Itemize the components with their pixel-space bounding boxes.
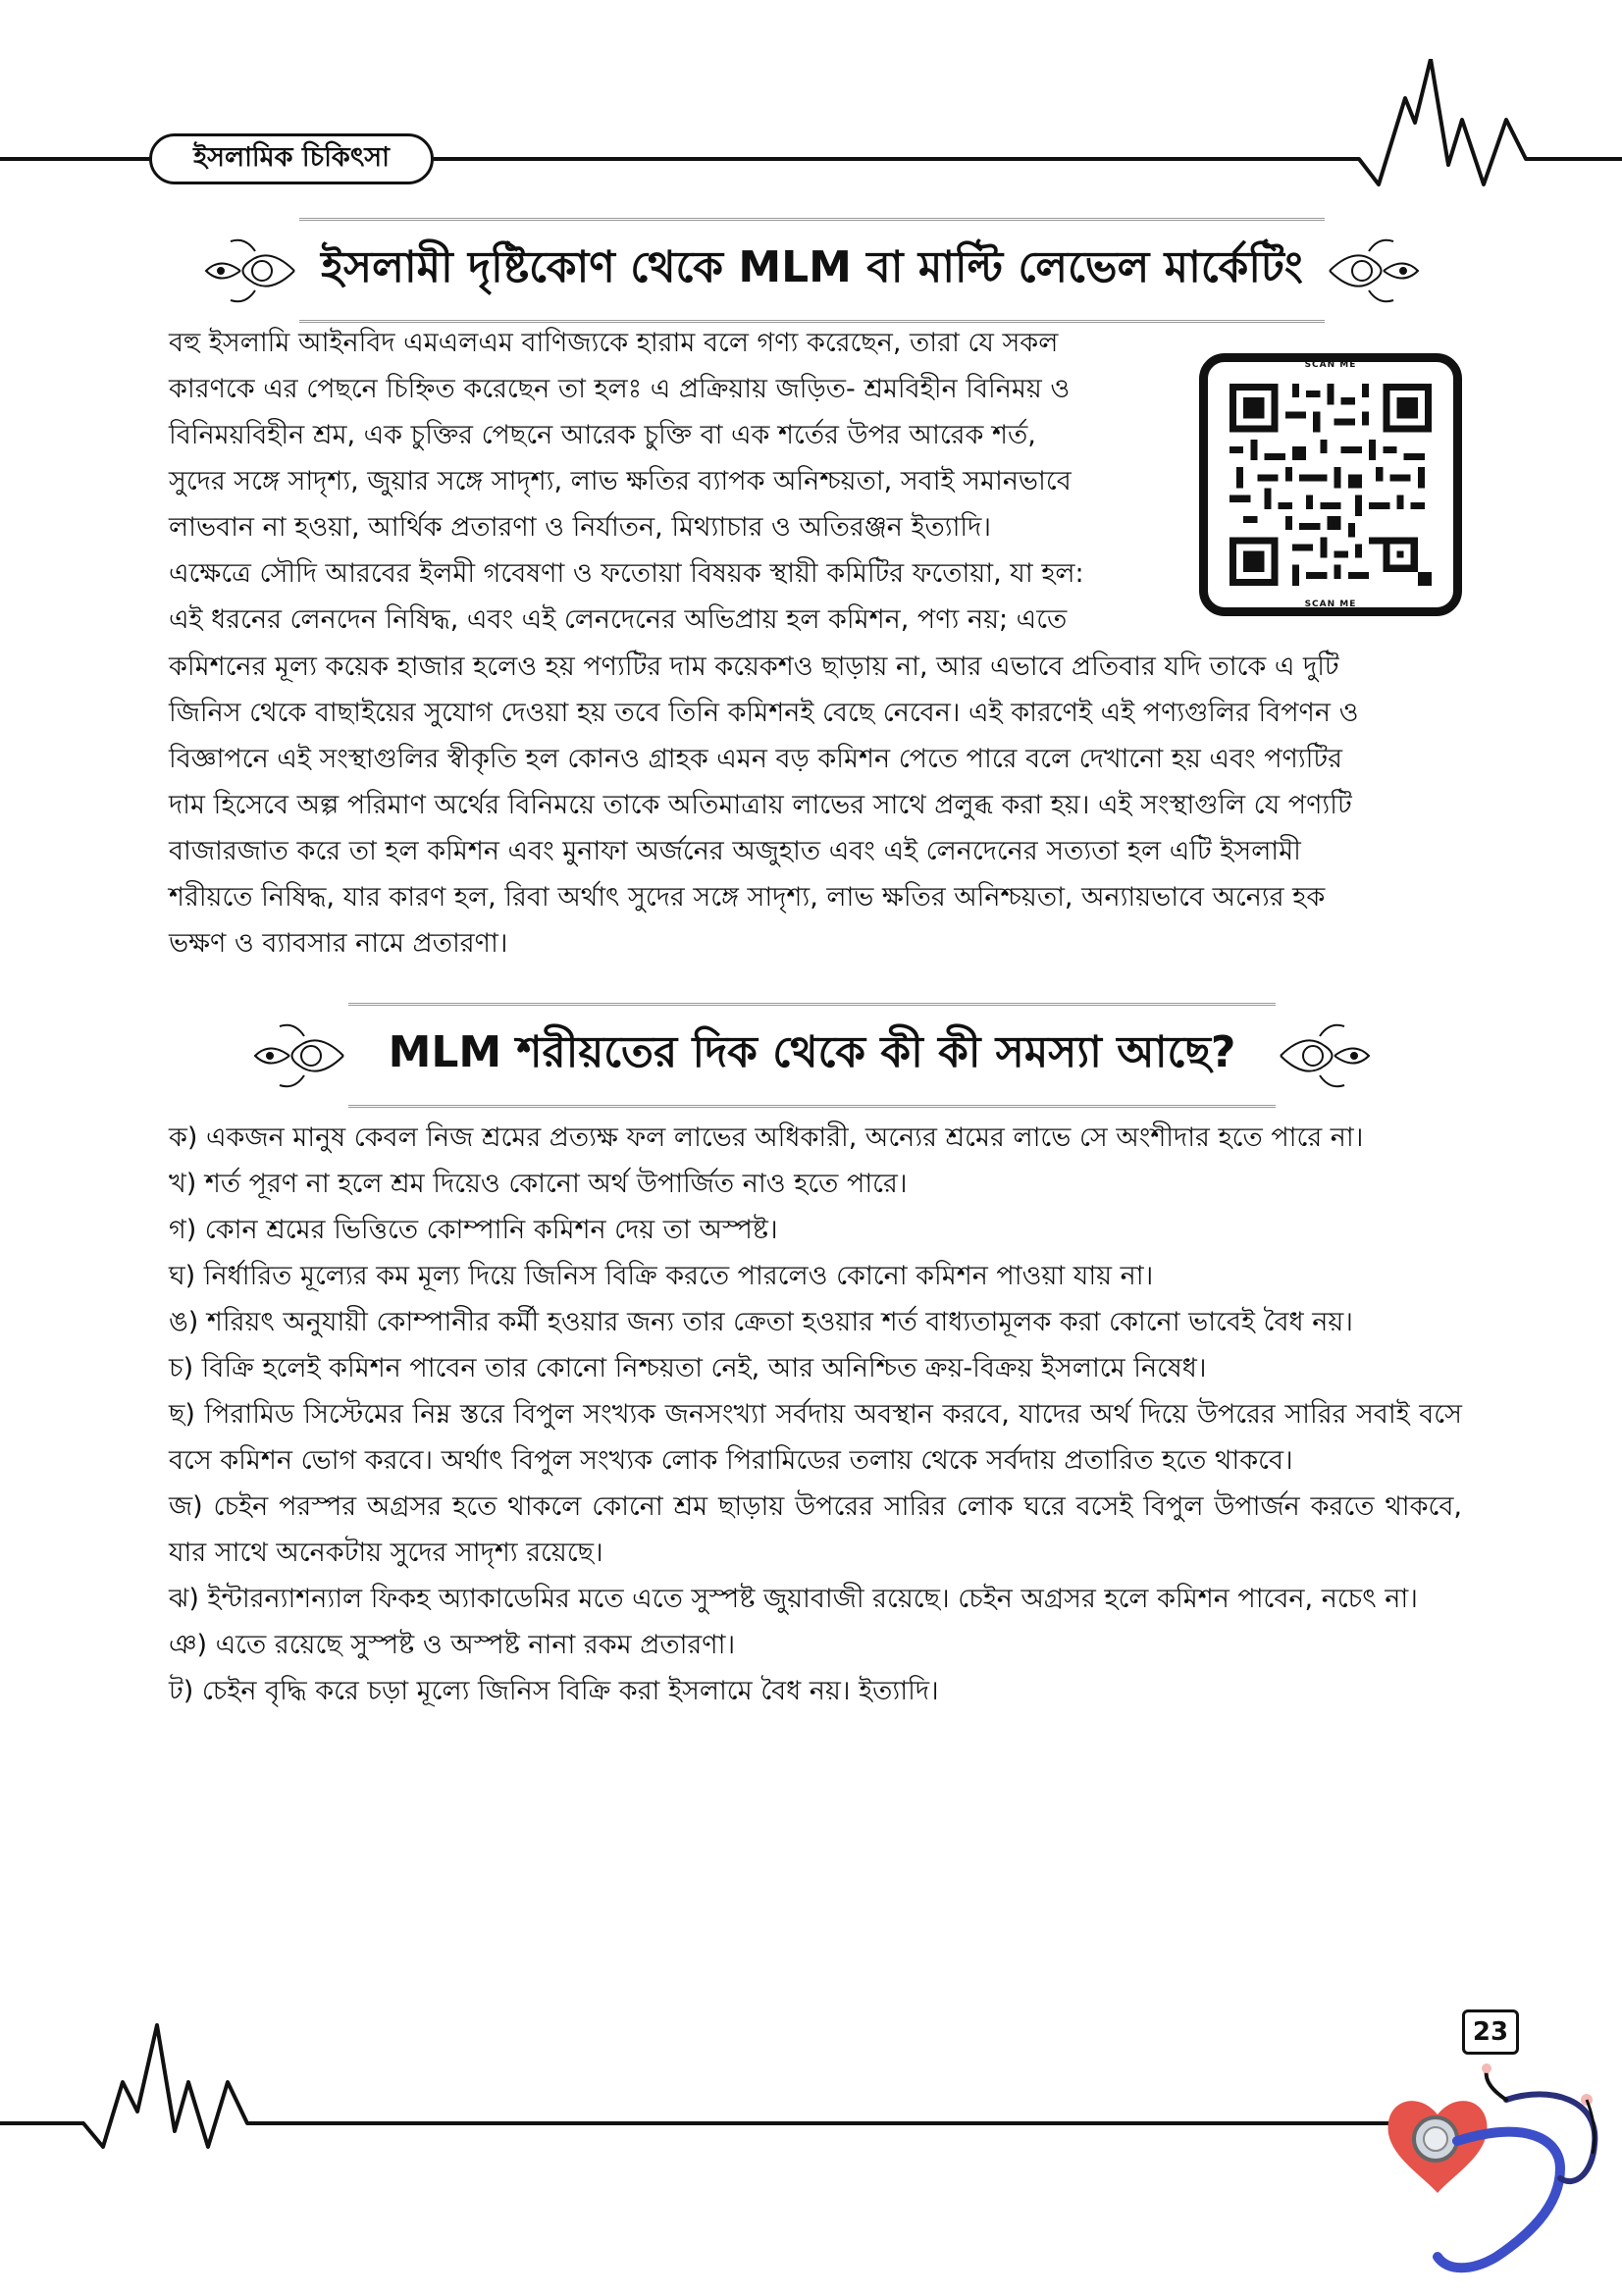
intro-line: লাভবান না হওয়া, আর্থিক প্রতারণা ও নির্যাতন, মিথ্যাচার ও অতিরঞ্জন ইত্যাদি।	[169, 512, 991, 543]
list-item: ঞ) এতে রয়েছে সুস্পষ্ট ও অস্পষ্ট নানা রকম প্রতারণা।	[169, 1630, 736, 1660]
list-item: গ) কোন শ্রমের ভিত্তিতে কোম্পানি কমিশন দেয় তা অস্পষ্ট।	[169, 1215, 778, 1245]
body-line: বাজারজাত করে তা হল কমিশন এবং মুনাফা অর্জনের অজুহাত এবং এই লেনদেনের সত্যতা হল এটি ইসলামী	[169, 836, 1301, 866]
list-item: জ) চেইন পরস্পর অগ্রসর হতে থাকলে কোনো শ্রম ছাড়ায় উপরের সারির লোক ঘরে বসেই বিপুল উপার্জন করতে থাকবে, যার সাথে অনেকটায় সুদের সাদৃশ্য রয়েছে।	[169, 1491, 1462, 1568]
list-item: ছ) পিরামিড সিস্টেমের নিম্ন স্তরে বিপুল সংখ্যক জনসংখ্যা সর্বদায় অবস্থান করবে, যাদের অর্থ দিয়ে উপরের সারির সবাই বসে বসে কমিশন ভোগ করবে। অর্থাৎ বিপুল সংখ্যক লোক পিরামিডের তলায় থেকে সর্বদায় প্রতারিত হতে থাকবে।	[169, 1399, 1462, 1476]
qr-pattern-icon	[1230, 384, 1432, 586]
body-paragraph	[169, 644, 1462, 966]
ornament-right-icon	[1325, 227, 1423, 315]
problem-list	[169, 1115, 1462, 1714]
intro-line: সুদের সঙ্গে সাদৃশ্য, জুয়ার সঙ্গে সাদৃশ্য, লাভ ক্ষতির ব্যাপক অনিশ্চয়তা, সবাই সমানভাবে	[169, 466, 1072, 496]
body-line: বিজ্ঞাপনে এই সংস্থাগুলির স্বীকৃতি হল কোনও গ্রাহক এমন বড় কমিশন পেতে পারে বলে দেখানো হয় এবং পণ্যটির	[169, 744, 1342, 774]
ornament-right-icon	[1276, 1012, 1374, 1100]
stethoscope-heart-icon	[1379, 2061, 1622, 2296]
heartbeat-line-bottom	[0, 2021, 1472, 2159]
ornament-left-icon	[201, 227, 299, 315]
list-item: ঘ) নির্ধারিত মূল্যের কম মূল্য দিয়ে জিনিস বিক্রি করতে পারলেও কোনো কমিশন পাওয়া যায় না।	[169, 1261, 1154, 1291]
list-item: চ) বিক্রি হলেই কমিশন পাবেন তার কোনো নিশ্চয়তা নেই, আর অনিশ্চিত ক্রয়-বিক্রয় ইসলামে নিষেধ।	[169, 1353, 1207, 1383]
list-item: ঙ) শরিয়ৎ অনুযায়ী কোম্পানীর কর্মী হওয়ার জন্য তার ক্রেতা হওয়ার শর্ত বাধ্যতামূলক করা কোনো ভাবেই বৈধ নয়।	[169, 1307, 1353, 1337]
section-title-2-container	[250, 1003, 1374, 1108]
page-number: 23	[1462, 2009, 1519, 2055]
body-line: শরীয়তে নিষিদ্ধ, যার কারণ হল, রিবা অর্থাৎ সুদের সঙ্গে সাদৃশ্য, লাভ ক্ষতির অনিশ্চয়তা, অন্যায়ভাবে অন্যের হক	[169, 882, 1326, 913]
qr-label-top: SCAN ME	[1304, 360, 1357, 370]
header-tag: ইসলামিক চিকিৎসা	[149, 133, 434, 184]
intro-line: এক্ষেত্রে সৌদি আরবের ইলমী গবেষণা ও ফতোয়া বিষয়ক স্থায়ী কমিটির ফতোয়া, যা হল:	[169, 558, 1084, 589]
section-title-1-container	[201, 218, 1423, 323]
list-item: খ) শর্ত পূরণ না হলে শ্রম দিয়েও কোনো অর্থ উপার্জিত নাও হতে পারে।	[169, 1169, 908, 1199]
intro-line: বিনিময়বিহীন শ্রম, এক চুক্তির পেছনে আরেক চুক্তি বা এক শর্তের উপর আরেক শর্ত,	[169, 420, 1036, 450]
body-line: কমিশনের মূল্য কয়েক হাজার হলেও হয় পণ্যটির দাম কয়েকশও ছাড়ায় না, আর এভাবে প্রতিবার যদি তাকে এ দুটি	[169, 652, 1339, 682]
section-title-2: MLM শরীয়তের দিক থেকে কী কী সমস্যা আছে?	[348, 1003, 1276, 1108]
list-item: ক) একজন মানুষ কেবল নিজ শ্রমের প্রত্যক্ষ ফল লাভের অধিকারী, অন্যের শ্রমের লাভে সে অংশীদার হতে পারে না।	[169, 1122, 1364, 1153]
intro-line: এই ধরনের লেনদেন নিষিদ্ধ, এবং এই লেনদেনের অভিপ্রায় হল কমিশন, পণ্য নয়; এতে	[169, 604, 1068, 635]
intro-line: কারণকে এর পেছনে চিহ্নিত করেছেন তা হলঃ এ প্রক্রিয়ায় জড়িত- শ্রমবিহীন বিনিময় ও	[169, 374, 1071, 404]
ornament-left-icon	[250, 1012, 348, 1100]
body-line: দাম হিসেবে অল্প পরিমাণ অর্থের বিনিময়ে তাকে অতিমাত্রায় লাভের সাথে প্রলুব্ধ করা হয়। এই সংস্থাগুলি যে পণ্যটি	[169, 790, 1352, 820]
list-item: ঝ) ইন্টারন্যাশন্যাল ফিকহ অ্যাকাডেমির মতে এতে সুস্পষ্ট জুয়াবাজী রয়েছে। চেইন অগ্রসর হলে কমিশন পাবেন, নচেৎ না।	[169, 1584, 1418, 1614]
list-item: ট) চেইন বৃদ্ধি করে চড়া মূল্যে জিনিস বিক্রি করা ইসলামে বৈধ নয়। ইত্যাদি।	[169, 1676, 939, 1706]
body-line: জিনিস থেকে বাছাইয়ের সুযোগ দেওয়া হয় তবে তিনি কমিশনই বেছে নেবেন। এই কারণেই এই পণ্যগুলির বিপণন ও	[169, 698, 1359, 728]
section-title-1: ইসলামী দৃষ্টিকোণ থেকে MLM বা মাল্টি লেভেল মার্কেটিং	[299, 218, 1325, 323]
intro-line: বহু ইসলামি আইনবিদ এমএলএম বাণিজ্যকে হারাম বলে গণ্য করেছেন, তারা যে সকল	[169, 328, 1059, 358]
intro-paragraph	[169, 320, 1179, 643]
qr-code[interactable]	[1199, 353, 1462, 616]
qr-label-bottom: SCAN ME	[1304, 600, 1357, 609]
body-line: ভক্ষণ ও ব্যাবসার নামে প্রতারণা।	[169, 928, 508, 959]
